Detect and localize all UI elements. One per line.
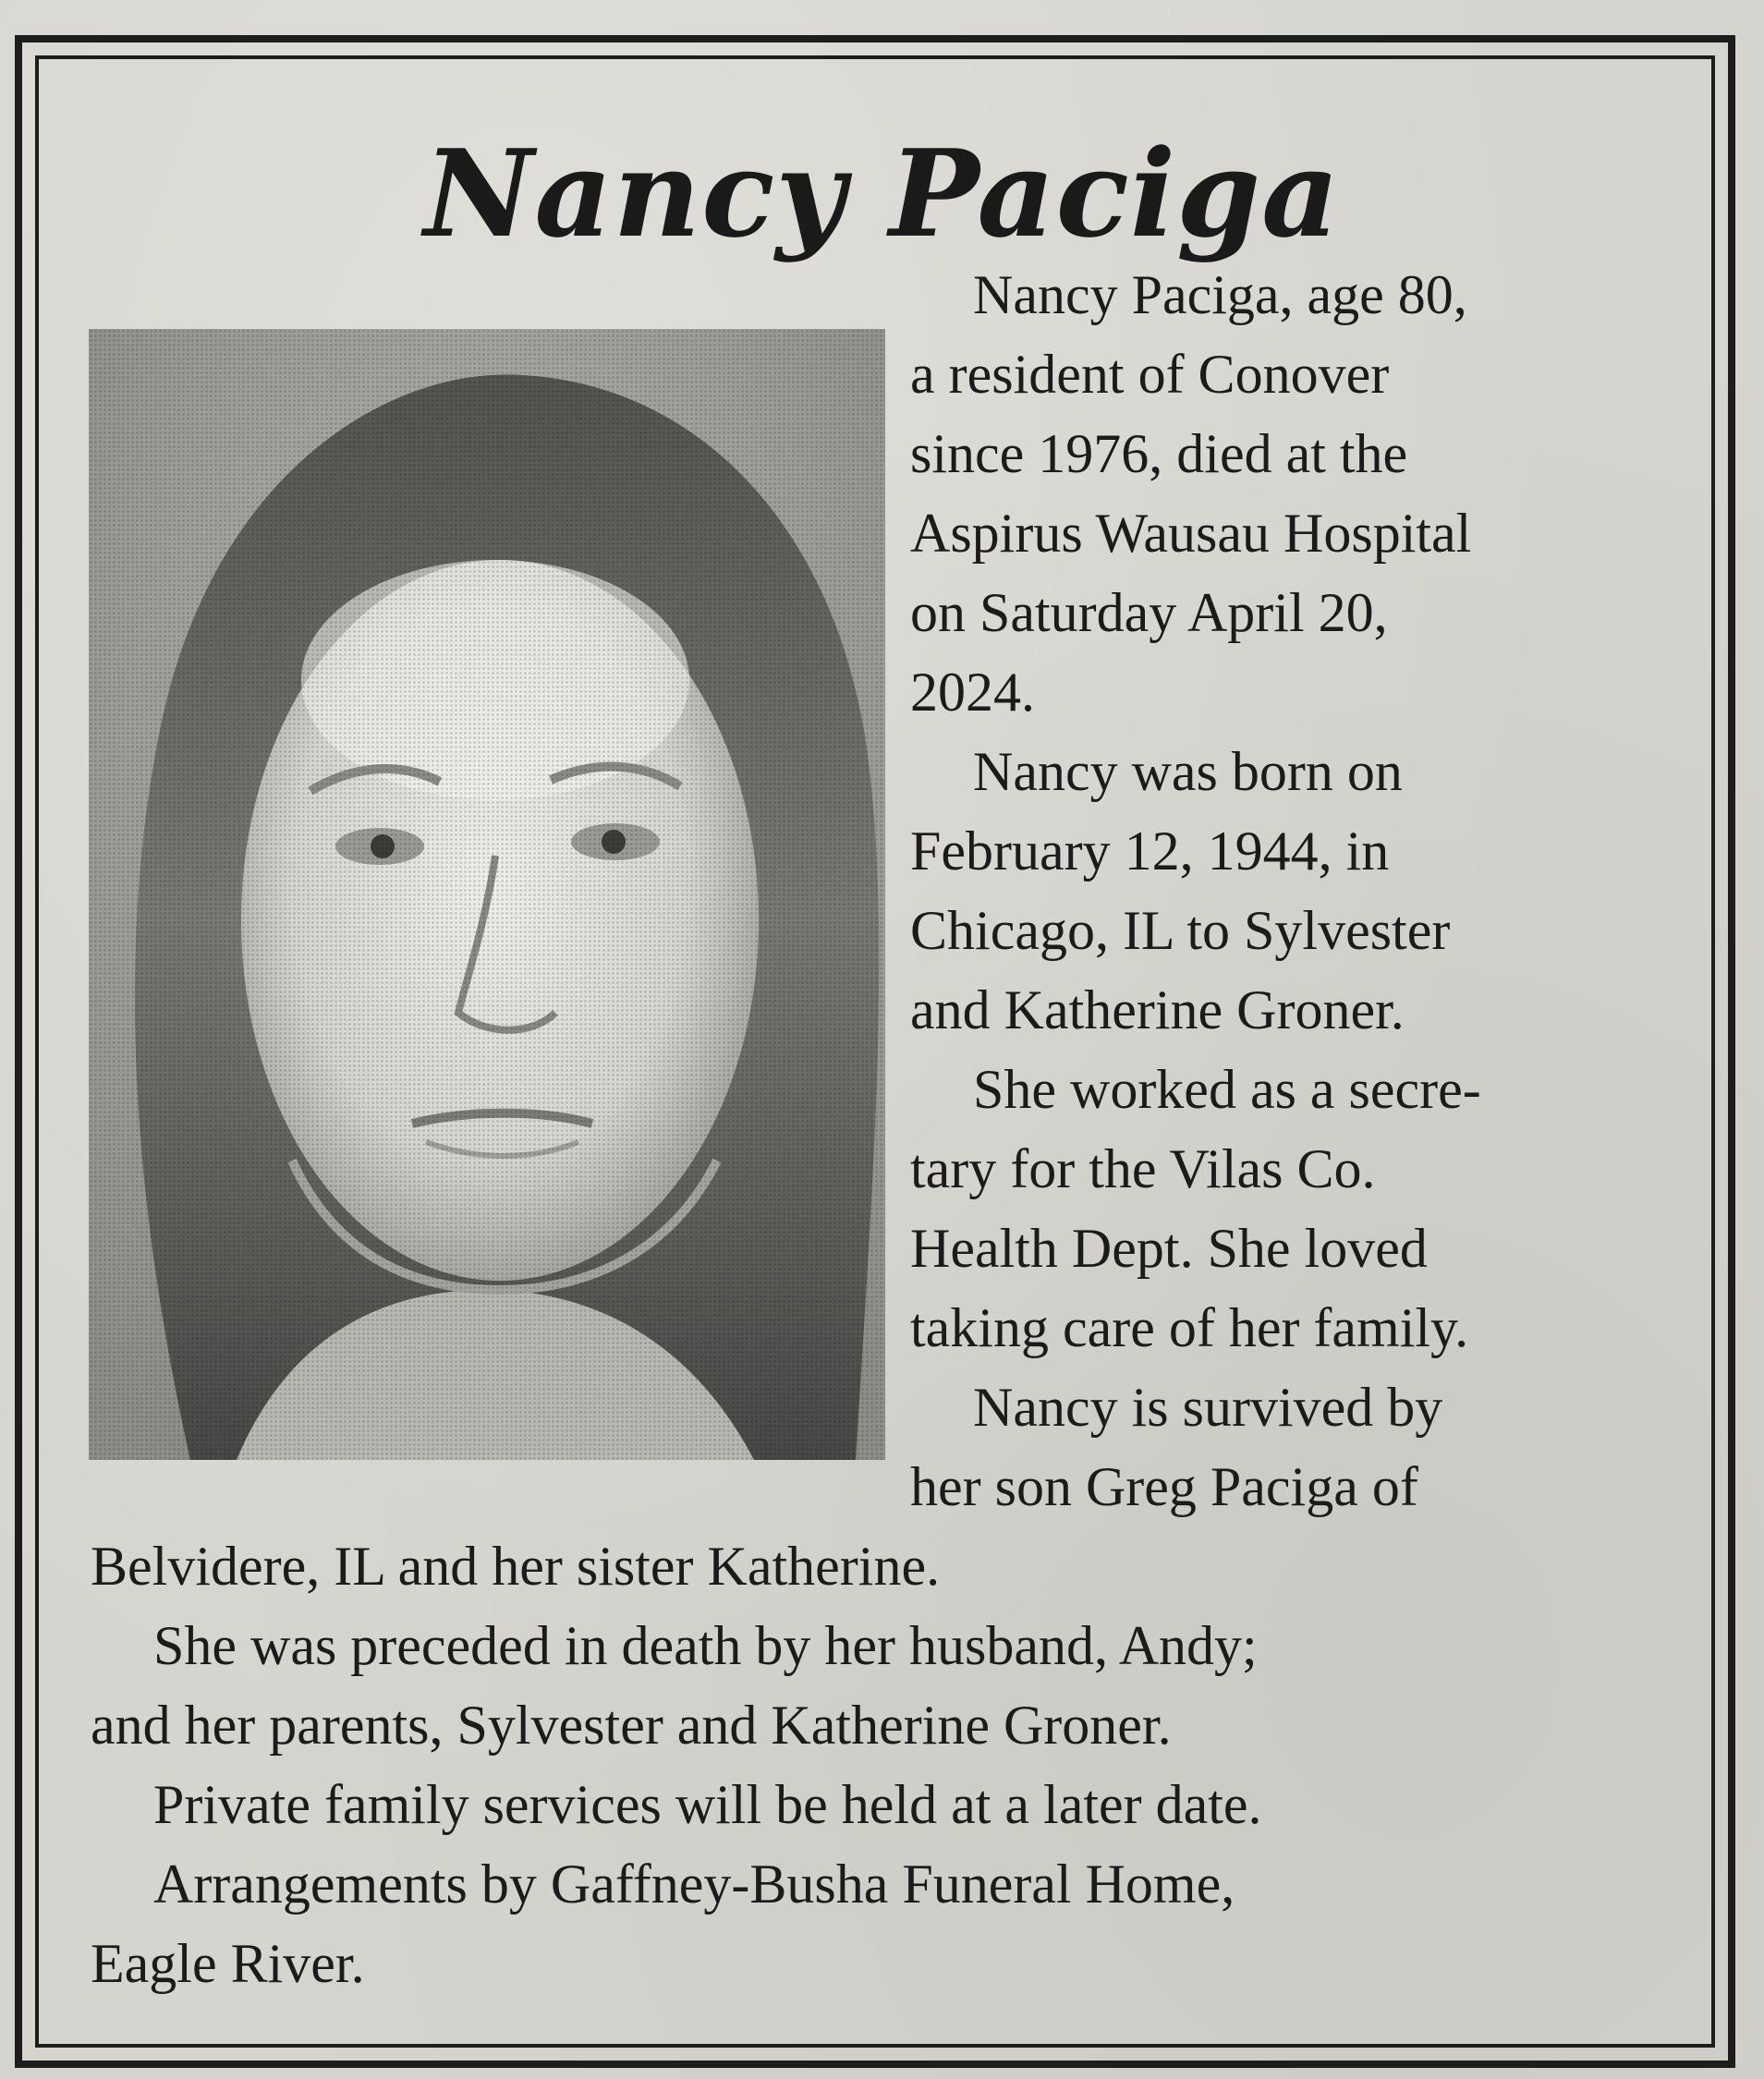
body-line: February 12, 1944, in [910, 821, 1390, 881]
body-line: and Katherine Groner. [910, 979, 1405, 1040]
body-line: Arrangements by Gaffney-Busha Funeral Home, [153, 1854, 1235, 1915]
body-line: Eagle River. [91, 1933, 365, 1994]
body-line: 2024. [910, 662, 1035, 723]
body-line: Private family services will be held at a later date. [153, 1774, 1262, 1835]
body-line: a resident of Conover [910, 344, 1390, 405]
body-line: Nancy is survived by [973, 1377, 1443, 1438]
body-line: She worked as a secre- [973, 1059, 1481, 1120]
portrait-photo [89, 329, 885, 1460]
body-line: and her parents, Sylvester and Katherine Groner. [91, 1695, 1172, 1756]
obituary-title: Nancy Paciga [423, 123, 1341, 264]
body-line: Nancy Paciga, age 80, [973, 264, 1467, 325]
body-line: Chicago, IL to Sylvester [910, 900, 1451, 961]
body-line: on Saturday April 20, [910, 582, 1388, 643]
body-line: Belvidere, IL and her sister Katherine. [91, 1536, 941, 1597]
body-line: tary for the Vilas Co. [910, 1138, 1376, 1199]
body-line: She was preceded in death by her husband, Andy; [153, 1615, 1258, 1676]
body-line: Health Dept. She loved [910, 1218, 1428, 1279]
portrait-illustration [89, 329, 885, 1460]
body-line: Nancy was born on [973, 741, 1403, 802]
body-line: since 1976, died at the [910, 423, 1408, 484]
body-line: Aspirus Wausau Hospital [910, 503, 1472, 564]
body-line: her son Greg Paciga of [910, 1456, 1418, 1517]
body-line: taking care of her family. [910, 1297, 1469, 1358]
